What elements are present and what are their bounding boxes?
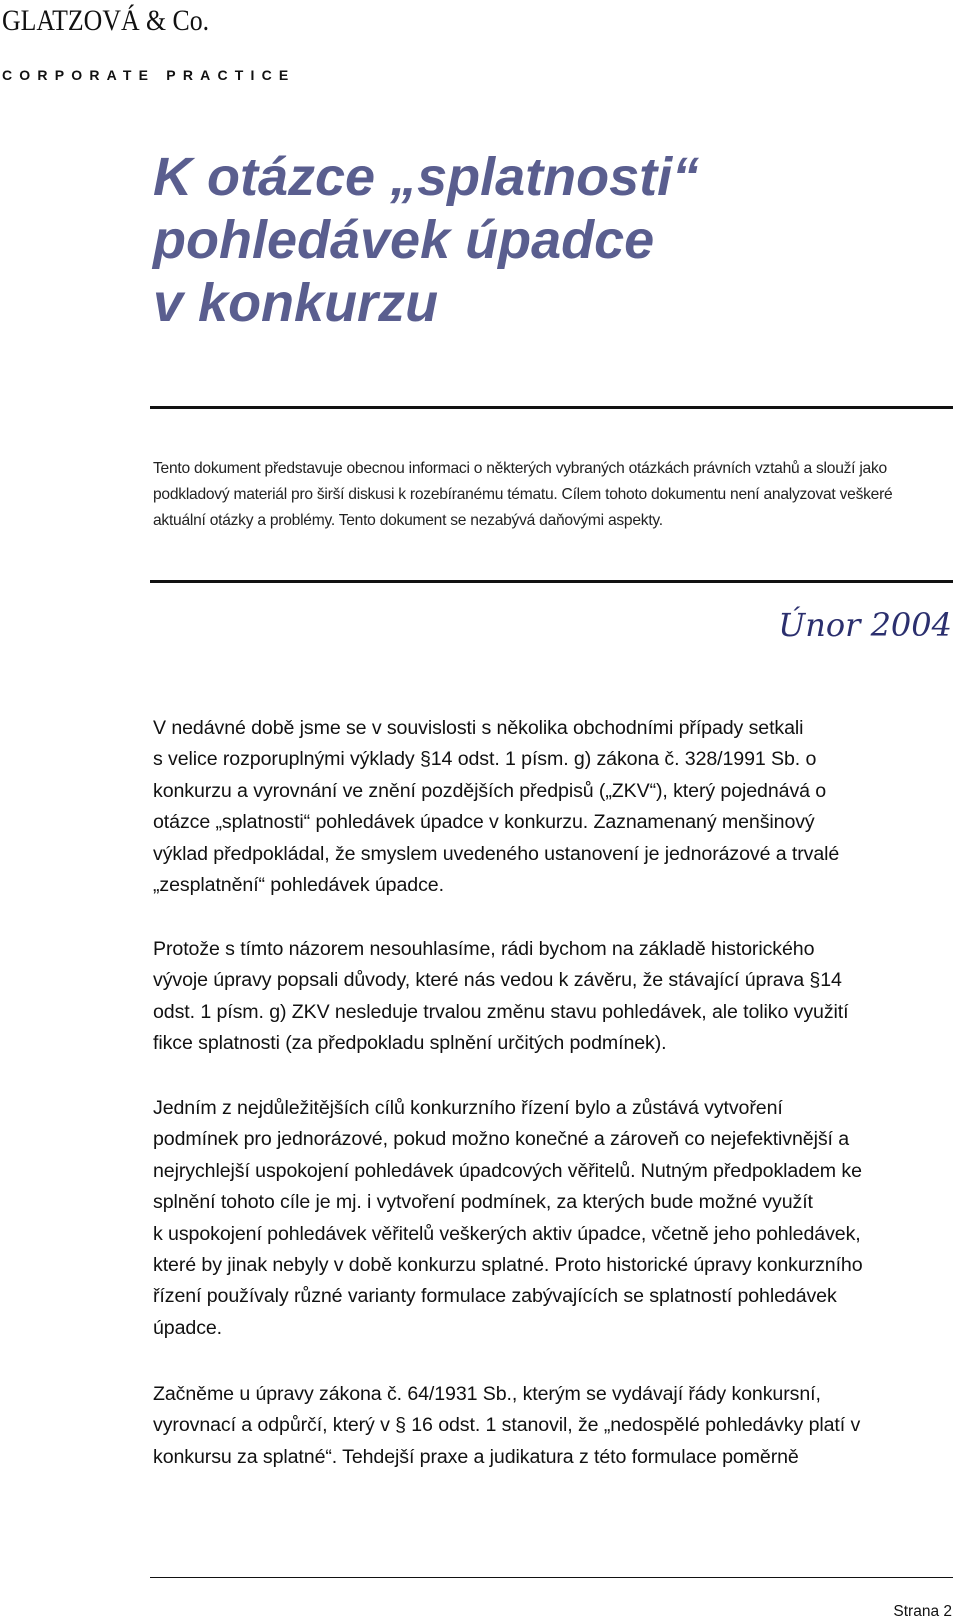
disclaimer-text — [153, 456, 953, 534]
paragraph-1 — [153, 713, 953, 901]
firm-tagline: CORPORATE PRACTICE — [2, 67, 296, 83]
disclaimer-line: podkladový materiál pro širší diskusi k rozebíranému tématu. Cílem tohoto dokumentu není analyzovat veškeré — [153, 486, 893, 503]
paragraph-line: vyrovnací a odpůrčí, který v § 16 odst. 1 stanovil, že „nedospělé pohledávky platí v — [153, 1414, 861, 1437]
paragraph-line: vývoje úpravy popsali důvody, které nás vedou k závěru, že stávající úprava §14 — [153, 969, 842, 992]
paragraph-line: nejrychlejší uspokojení pohledávek úpadcových věřitelů. Nutným předpokladem ke — [153, 1159, 862, 1182]
document-date: Únor 2004 — [778, 606, 952, 644]
page-number: Strana 2 — [893, 1603, 952, 1620]
divider-middle — [150, 580, 953, 583]
disclaimer-line: aktuální otázky a problémy. Tento dokument se nezabývá daňovými aspekty. — [153, 512, 663, 529]
document-title — [153, 146, 933, 335]
paragraph-line: otázce „splatnosti“ pohledávek úpadce v konkurzu. Zaznamenaný menšinový — [153, 811, 815, 834]
paragraph-line: Začněme u úpravy zákona č. 64/1931 Sb., kterým se vydávají řády konkursní, — [153, 1383, 821, 1405]
paragraph-line: Protože s tímto názorem nesouhlasíme, rádi bychom na základě historického — [153, 938, 815, 960]
paragraph-line: konkursu za splatné“. Tehdejší praxe a judikatura z této formulace poměrně — [153, 1445, 799, 1468]
paragraph-line: „zesplatnění“ pohledávek úpadce. — [153, 874, 444, 897]
paragraph-line: fikce splatnosti (za předpokladu splnění určitých podmínek). — [153, 1032, 667, 1055]
paragraph-4 — [153, 1379, 953, 1473]
paragraph-line: splnění tohoto cíle je mj. i vytvoření podmínek, za kterých bude možné využít — [153, 1191, 813, 1214]
paragraph-line: odst. 1 písm. g) ZKV nesleduje trvalou změnu stavu pohledávek, ale toliko využití — [153, 1000, 849, 1023]
paragraph-line: Jedním z nejdůležitějších cílů konkurzního řízení bylo a zůstává vytvoření — [153, 1097, 783, 1119]
paragraph-line: podmínek pro jednorázové, pokud možno konečné a zároveň co nejefektivnější a — [153, 1128, 850, 1151]
paragraph-2 — [153, 934, 953, 1060]
paragraph-line: výklad předpokládal, že smyslem uvedeného ustanovení je jednorázové a trvalé — [153, 842, 840, 865]
footer-divider — [150, 1577, 953, 1578]
paragraph-line: konkurzu a vyrovnání ve znění pozdějších předpisů („ZKV“), který pojednává o — [153, 779, 827, 802]
paragraph-line: s velice rozporuplnými výklady §14 odst. 1 písm. g) zákona č. 328/1991 Sb. o — [153, 748, 817, 771]
paragraph-line: k uspokojení pohledávek věřitelů veškerých aktiv úpadce, včetně jeho pohledávek, — [153, 1222, 861, 1245]
divider-top — [150, 406, 953, 409]
firm-logo-name: GLATZOVÁ & Co. — [2, 4, 210, 37]
title-line: v konkurzu — [153, 273, 439, 333]
paragraph-line: V nedávné době jsme se v souvislosti s několika obchodními případy setkali — [153, 717, 804, 739]
disclaimer-line: Tento dokument představuje obecnou informaci o některých vybraných otázkách právních vztahů a slouží jako — [153, 460, 887, 477]
paragraph-line: řízení používaly různé varianty formulace zabývajících se splatností pohledávek — [153, 1285, 837, 1308]
title-line: K otázce „splatnosti“ — [153, 147, 700, 207]
title-line: pohledávek úpadce — [153, 210, 655, 270]
paragraph-line: úpadce. — [153, 1316, 223, 1339]
paragraph-line: které by jinak nebyly v době konkurzu splatné. Proto historické úpravy konkurzního — [153, 1254, 863, 1277]
paragraph-3 — [153, 1093, 953, 1344]
